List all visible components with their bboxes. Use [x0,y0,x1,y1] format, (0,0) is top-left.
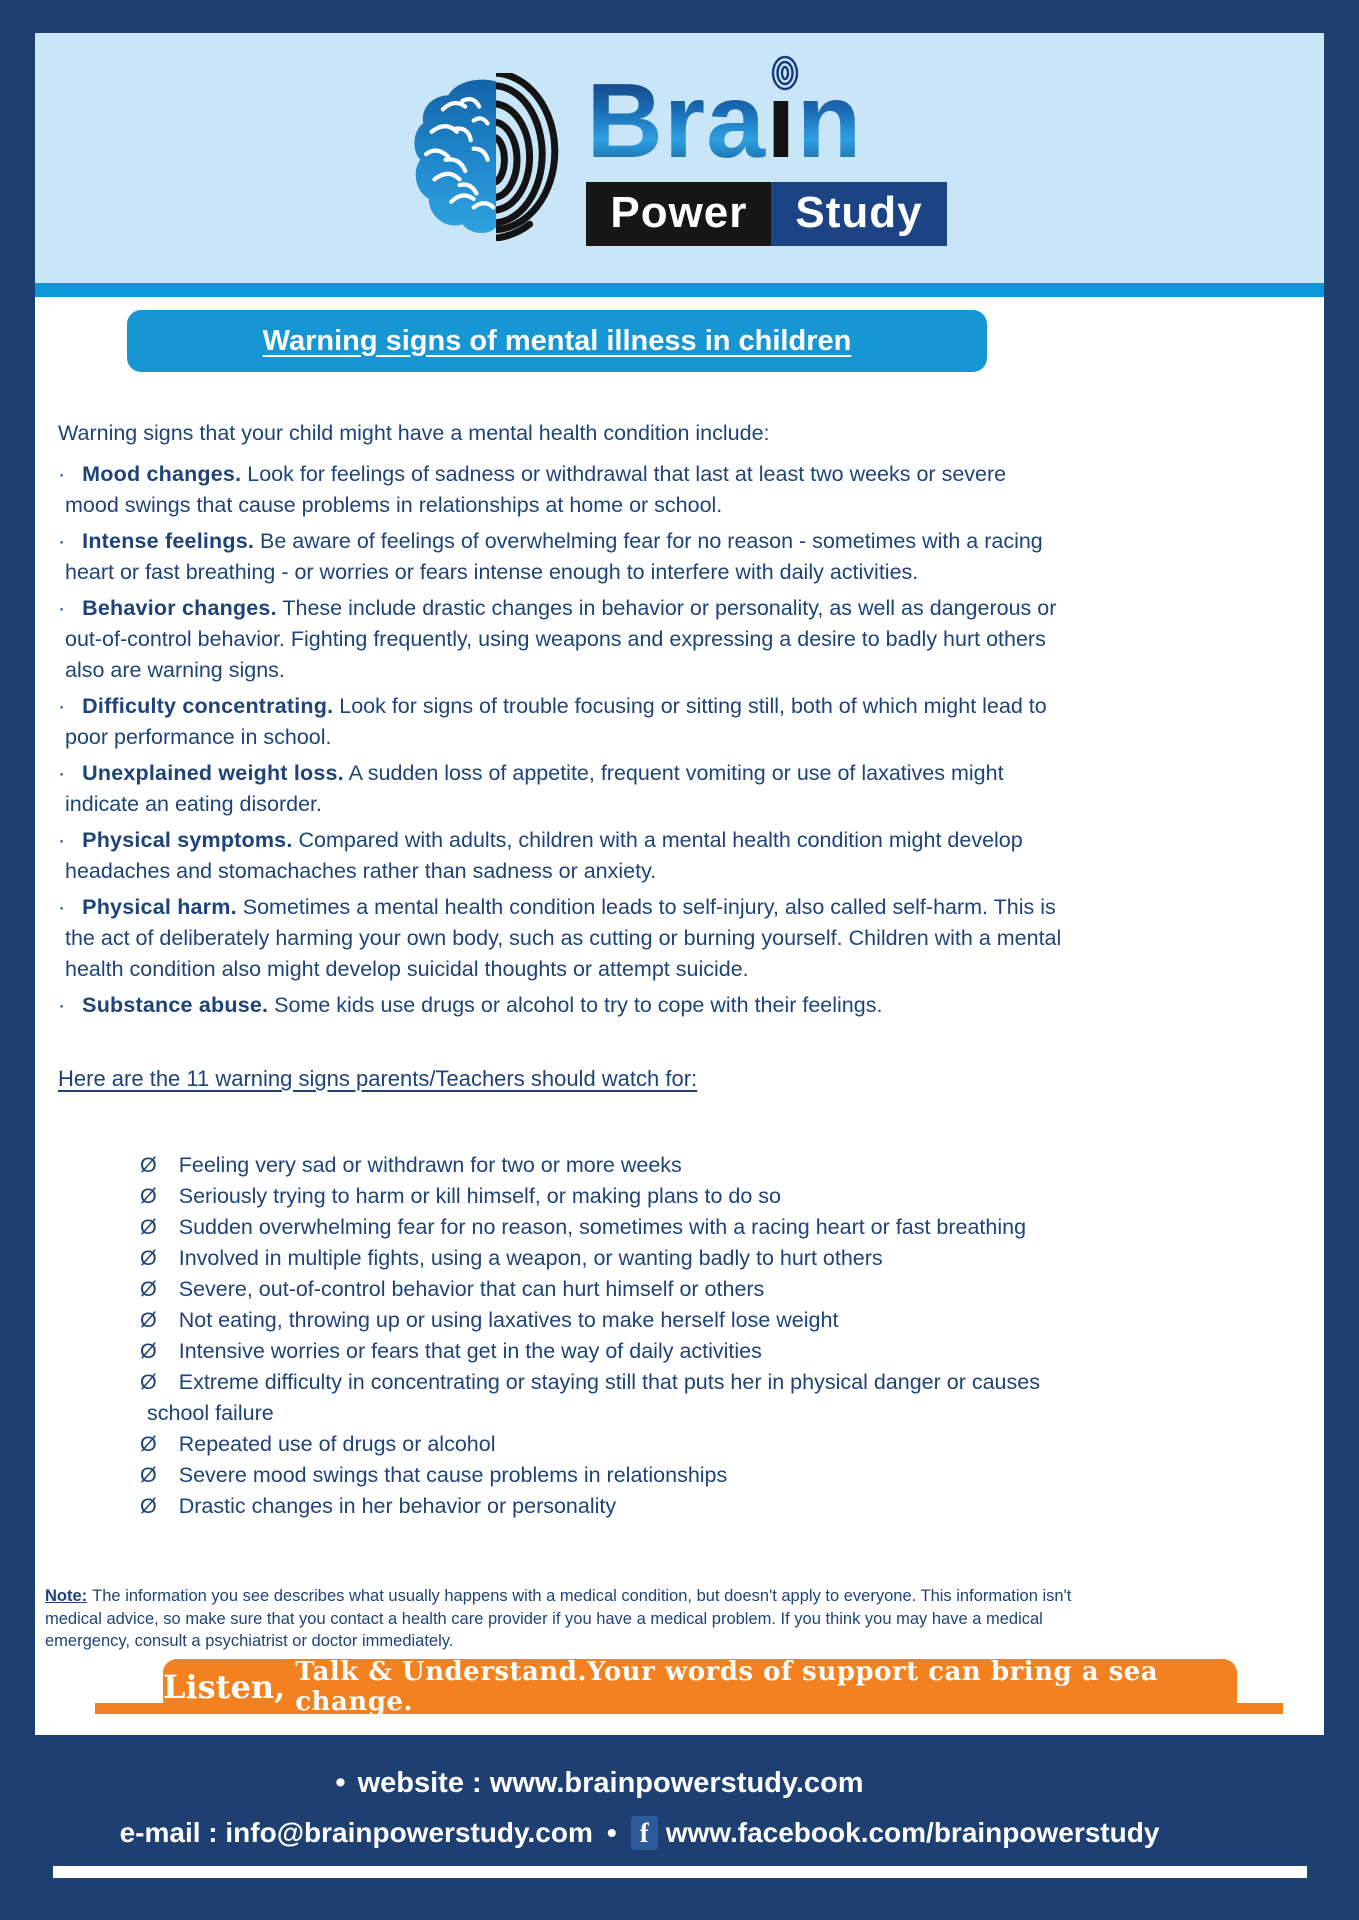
warning-sign-item [58,990,1063,1021]
sign-lead: Substance abuse. [82,993,269,1017]
slash-bullet: Ø [140,1308,157,1332]
list-item [140,1336,1077,1367]
email-address: info@brainpowerstudy.com [225,1817,593,1848]
brand-subtitle [586,182,946,246]
email-label: e-mail : [119,1817,218,1848]
slash-bullet: Ø [140,1339,157,1363]
list-item-text: Intensive worries or fears that get in the way of daily activities [178,1339,762,1363]
list-item-text: Feeling very sad or withdrawn for two or more weeks [178,1153,682,1177]
list-item [140,1367,1077,1429]
dot-bullet: · [58,993,66,1017]
footer-divider-strip [53,1866,1307,1878]
slash-bullet: Ø [140,1277,157,1301]
brand-logo [412,62,946,246]
sign-text: Sometimes a mental health condition leads to self-injury, also called self-harm. This is the act of deliberately harming your own body, such as cutting or burning yourself. Children with a mental health condition also might develop suicidal thoughts or attempt suicide. [65,895,1062,981]
brand-name-part1: Bra [586,62,767,180]
sign-lead: Unexplained weight loss. [82,761,344,785]
footer-bullet: • [606,1817,617,1848]
slash-bullet: Ø [140,1432,157,1456]
slogan-lead: Listen, [163,1667,286,1706]
note-label: Note: [45,1587,88,1605]
list-item-text: Seriously trying to harm or kill himself, or making plans to do so [178,1184,781,1208]
sign-lead: Behavior changes. [82,596,277,620]
warning-sign-item [58,526,1063,588]
list-item-text: Severe, out-of-control behavior that can hurt himself or others [178,1277,765,1301]
slash-bullet: Ø [140,1246,157,1270]
website-line [335,1767,863,1800]
facebook-url: www.facebook.com/brainpowerstudy [665,1817,1160,1848]
sign-lead: Mood changes. [82,462,242,486]
sign-lead: Intense feelings. [82,529,255,553]
study-label: Study [771,182,946,246]
list-item [140,1181,1077,1212]
sign-text: Look for signs of trouble focusing or sitting still, both of which might lead to poor performance in school. [65,694,1047,749]
note-text: The information you see describes what usually happens with a medical condition, but doesn't apply to everyone. This information isn't medical advice, so make sure that you contact a health care provider if you have a medical problem. If you think you may have a medical emergency, consult a psychiatrist or doctor immediately. [45,1587,1072,1650]
website-label: website : [357,1767,482,1799]
sign-text: Compared with adults, children with a mental health condition might develop headaches and stomachaches rather than sadness or anxiety. [65,828,1023,883]
eleven-signs-heading: Here are the 11 warning signs parents/Teachers should watch for: [58,1066,698,1091]
list-item [140,1212,1077,1243]
document-body [35,297,1324,1735]
list-item [140,1150,1077,1181]
list-item-text: Sudden overwhelming fear for no reason, sometimes with a racing heart or fast breathing [178,1215,1027,1239]
sign-text: Be aware of feelings of overwhelming fear for no reason - sometimes with a racing heart or fast breathing - or worries or fears intense enough to interfere with daily activities. [65,529,1043,584]
sign-text: These include drastic changes in behavior or personality, as well as dangerous or out-of-control behavior. Fighting frequently, using weapons and expressing a desire to badly hurt others also are warning signs. [65,596,1057,682]
dot-bullet: · [58,596,66,620]
slash-bullet: Ø [140,1215,157,1239]
slogan-rest: Talk & Understand.Your words of support can bring a sea change. [295,1656,1159,1717]
sign-text: Some kids use drugs or alcohol to try to cope with their feelings. [274,993,883,1017]
slash-bullet: Ø [140,1463,157,1487]
sign-lead: Physical harm. [82,895,237,919]
list-item [140,1243,1077,1274]
footer-bullet: • [335,1767,346,1799]
brand-name [586,62,946,180]
note-paragraph [45,1585,1077,1653]
dot-bullet: · [58,828,66,852]
email-facebook-line [120,1816,1160,1850]
page-title: Warning signs of mental illness in children [262,324,852,357]
brand-name-part2: n [796,62,863,180]
dot-bullet: · [58,761,66,785]
warning-sign-item [58,459,1063,521]
brand-i-stem: ı [766,71,796,172]
brand-text [586,62,946,246]
power-label: Power [586,182,771,246]
brain-fingerprint-icon [412,71,580,243]
header-divider-stripe [35,283,1324,297]
eleven-signs-list [140,1150,1077,1522]
sign-text: A sudden loss of appetite, frequent vomiting or use of laxatives might indicate an eating disorder. [65,761,1004,816]
list-item [140,1305,1077,1336]
header [35,33,1324,283]
title-banner [127,310,987,372]
dot-bullet: · [58,694,66,718]
list-item-text: Involved in multiple fights, using a weapon, or wanting badly to hurt others [178,1246,883,1270]
slash-bullet: Ø [140,1184,157,1208]
warning-sign-item [58,593,1063,686]
sign-lead: Physical symptoms. [82,828,293,852]
website-url: www.brainpowerstudy.com [489,1767,864,1799]
list-item [140,1429,1077,1460]
orange-slogan-banner [163,1656,1237,1717]
sign-lead: Difficulty concentrating. [82,694,334,718]
warning-sign-item [58,825,1063,887]
list-item-text: Repeated use of drugs or alcohol [178,1432,496,1456]
dot-bullet: · [58,529,66,553]
facebook-icon: f [631,1816,658,1850]
warning-sign-item [58,892,1063,985]
footer [0,1735,1359,1920]
list-item-text: Drastic changes in her behavior or personality [178,1494,617,1518]
warning-signs-list [58,459,1063,1021]
slash-bullet: Ø [140,1494,157,1518]
slash-bullet: Ø [140,1153,157,1177]
list-item [140,1460,1077,1491]
list-item-text: Extreme difficulty in concentrating or staying still that puts her in physical danger or causes school failure [147,1370,1040,1425]
sign-text: Look for feelings of sadness or withdrawal that last at least two weeks or severe mood swings that cause problems in relationships at home or school. [65,462,1007,517]
dot-bullet: · [58,895,66,919]
fingerprint-dot-icon [770,55,800,91]
intro-paragraph: Warning signs that your child might have a mental health condition include: [58,421,770,445]
warning-sign-item [58,691,1063,753]
list-item-text: Not eating, throwing up or using laxatives to make herself lose weight [178,1308,839,1332]
list-item [140,1491,1077,1522]
warning-sign-item [58,758,1063,820]
dot-bullet: · [58,462,66,486]
list-item [140,1274,1077,1305]
list-item-text: Severe mood swings that cause problems in relationships [178,1463,728,1487]
slash-bullet: Ø [140,1370,157,1394]
